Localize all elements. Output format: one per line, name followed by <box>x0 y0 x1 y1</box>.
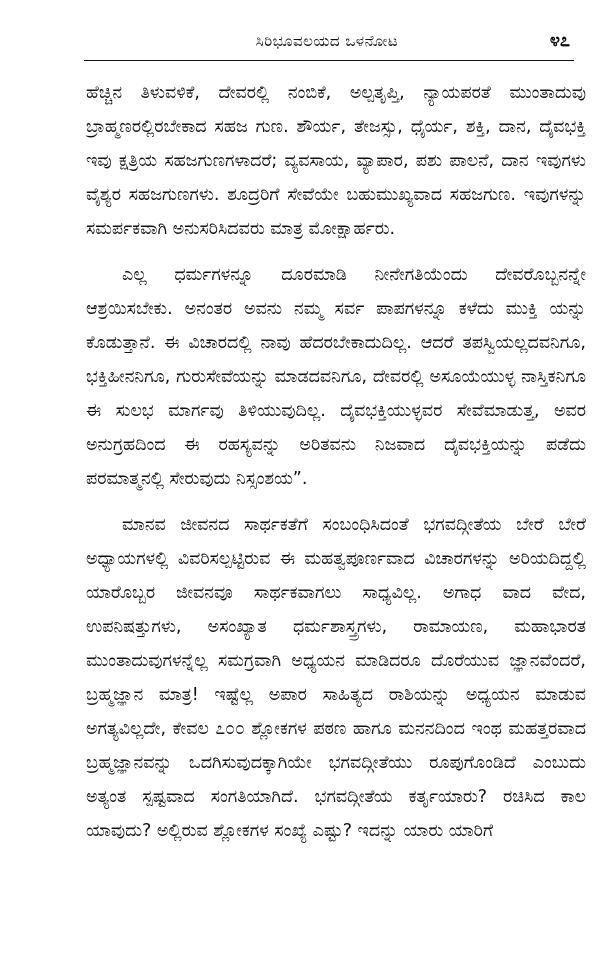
body-text <box>86 76 586 860</box>
page-header <box>80 32 574 58</box>
paragraph: ಮಾನವ ಜೀವನದ ಸಾರ್ಥಕತೆಗೆ ಸಂಬಂಧಿಸಿದಂತೆ ಭಗವದ್ಗೀತೆಯ ಬೇರೆ ಬೇರೆ ಅಧ್ಯಾಯಗಳಲ್ಲಿ ವಿವರಿಸಲ್ಪಟ್ಟಿರುವ ಈ ಮಹತ್ವಪೂರ್ಣವಾದ ವಿಚಾರಗಳನ್ನು ಅರಿಯದಿದ್ದಲ್ಲಿ ಯಾರೊಬ್ಬರ ಜೀವನವೂ ಸಾರ್ಥಕವಾಗಲು ಸಾಧ್ಯವಿಲ್ಲ. ಅಗಾಧ ವಾದ ವೇದ, ಉಪನಿಷತ್ತುಗಳು, ಅಸಂಖ್ಯಾತ ಧರ್ಮಶಾಸ್ತ್ರಗಳು, ರಾಮಾಯಣ, ಮಹಾಭಾರತ ಮುಂತಾದುವುಗಳನ್ನೆಲ್ಲ ಸಮಗ್ರವಾಗಿ ಅಧ್ಯಯನ ಮಾಡಿದರೂ ದೊರೆಯುವ ಜ್ಞಾನವೆಂದರೆ, ಬ್ರಹ್ಮಜ್ಞಾನ ಮಾತ್ರ! ಇಷ್ಟೆಲ್ಲ ಅಪಾರ ಸಾಹಿತ್ಯದ ರಾಶಿಯನ್ನು ಅಧ್ಯಯನ ಮಾಡುವ ಅಗತ್ಯವಿಲ್ಲದೇ, ಕೇವಲ ೭೦೦ ಶ್ಲೋಕಗಳ ಪಠಣ ಹಾಗೂ ಮನನದಿಂದ ಇಂಥ ಮಹತ್ತರವಾದ ಬ್ರಹ್ಮಜ್ಞಾನವನ್ನು ಒದಗಿಸುವುದಕ್ಕಾಗಿಯೇ ಭಗವದ್ಗೀತೆಯು ರೂಪುಗೊಂಡಿದೆ ಎಂಬುದು ಅತ್ಯಂತ ಸ್ಪಷ್ಟವಾದ ಸಂಗತಿಯಾಗಿದೆ. ಭಗವದ್ಗೀತೆಯ ಕರ್ತೃಯಾರು? ರಚಿಸಿದ ಕಾಲ ಯಾವುದು? ಅಲ್ಲಿರುವ ಶ್ಲೋಕಗಳ ಸಂಖ್ಯೆ ಎಷ್ಟು? ಇದನ್ನು ಯಾರು ಯಾರಿಗೆ <box>86 515 586 841</box>
paragraph: ಹೆಚ್ಚಿನ ತಿಳುವಳಿಕೆ, ದೇವರಲ್ಲಿ ನಂಬಿಕೆ, ಅಲ್ಪತೃಪ್ತಿ, ನ್ಯಾಯಪರತೆ ಮುಂತಾದುವು ಬ್ರಾಹ್ಮಣರಲ್ಲಿರಬೇಕಾದ ಸಹಜ ಗುಣ. ಶೌರ್ಯ, ತೇಜಸ್ಸು, ಧೈರ್ಯ, ಶಕ್ತಿ, ದಾನ, ದೈವಭಕ್ತಿ ಇವು ಕ್ಷತ್ರಿಯ ಸಹಜಗುಣಗಳಾದರೆ; ವ್ಯವಸಾಯ, ವ್ಯಾಪಾರ, ಪಶು ಪಾಲನೆ, ದಾನ ಇವುಗಳು ವೈಶ್ಯರ ಸಹಜಗುಣಗಳು. ಶೂದ್ರರಿಗೆ ಸೇವೆಯೇ ಬಹುಮುಖ್ಯವಾದ ಸಹಜಗುಣ. ಇವುಗಳನ್ನು ಸಮರ್ಪಕವಾಗಿ ಅನುಸರಿಸಿದವರು ಮಾತ್ರ ಮೋಕ್ಷಾರ್ಹರು. <box>86 83 586 239</box>
page-number: ೪೭ <box>549 30 570 51</box>
paragraph: ಎಲ್ಲ ಧರ್ಮಗಳನ್ನೂ ದೂರಮಾಡಿ ನೀನೇಗತಿಯೆಂದು ದೇವರೊಬ್ಬನನ್ನೇ ಆಶ್ರಯಿಸಬೇಕು. ಅನಂತರ ಅವನು ನಮ್ಮ ಸರ್ವ ಪಾಪಗಳನ್ನೂ ಕಳೆದು ಮುಕ್ತಿ ಯನ್ನು ಕೊಡುತ್ತಾನೆ. ಈ ವಿಚಾರದಲ್ಲಿ ನಾವು ಹೆದರಬೇಕಾದುದಿಲ್ಲ. ಆದರೆ ತಪಸ್ವಿಯಲ್ಲದವನಿಗೂ, ಭಕ್ತಿಹೀನನಿಗೂ, ಗುರುಸೇವೆಯನ್ನು ಮಾಡದವನಿಗೂ, ದೇವರಲ್ಲಿ ಅಸೂಯೆಯುಳ್ಳ ನಾಸ್ತಿಕನಿಗೂ ಈ ಸುಲಭ ಮಾರ್ಗವು ತಿಳಿಯುವುದಿಲ್ಲ. ದೈವಭಕ್ತಿಯುಳ್ಳವರ ಸೇವೆಮಾಡುತ್ತ, ಅವರ ಅನುಗ್ರಹದಿಂದ ಈ ರಹಸ್ಯವನ್ನು ಅರಿತವನು ನಿಜವಾದ ದೈವಭಕ್ತಿಯನ್ನು ಪಡೆದು ಪರಮಾತ್ಮನಲ್ಲಿ ಸೇರುವುದು ನಿಸ್ಸಂಶಯ”. <box>86 265 586 489</box>
header-rule <box>84 60 574 61</box>
running-title: ಸಿರಿಭೂವಲಯದ ಒಳನೋಟ <box>255 32 399 50</box>
